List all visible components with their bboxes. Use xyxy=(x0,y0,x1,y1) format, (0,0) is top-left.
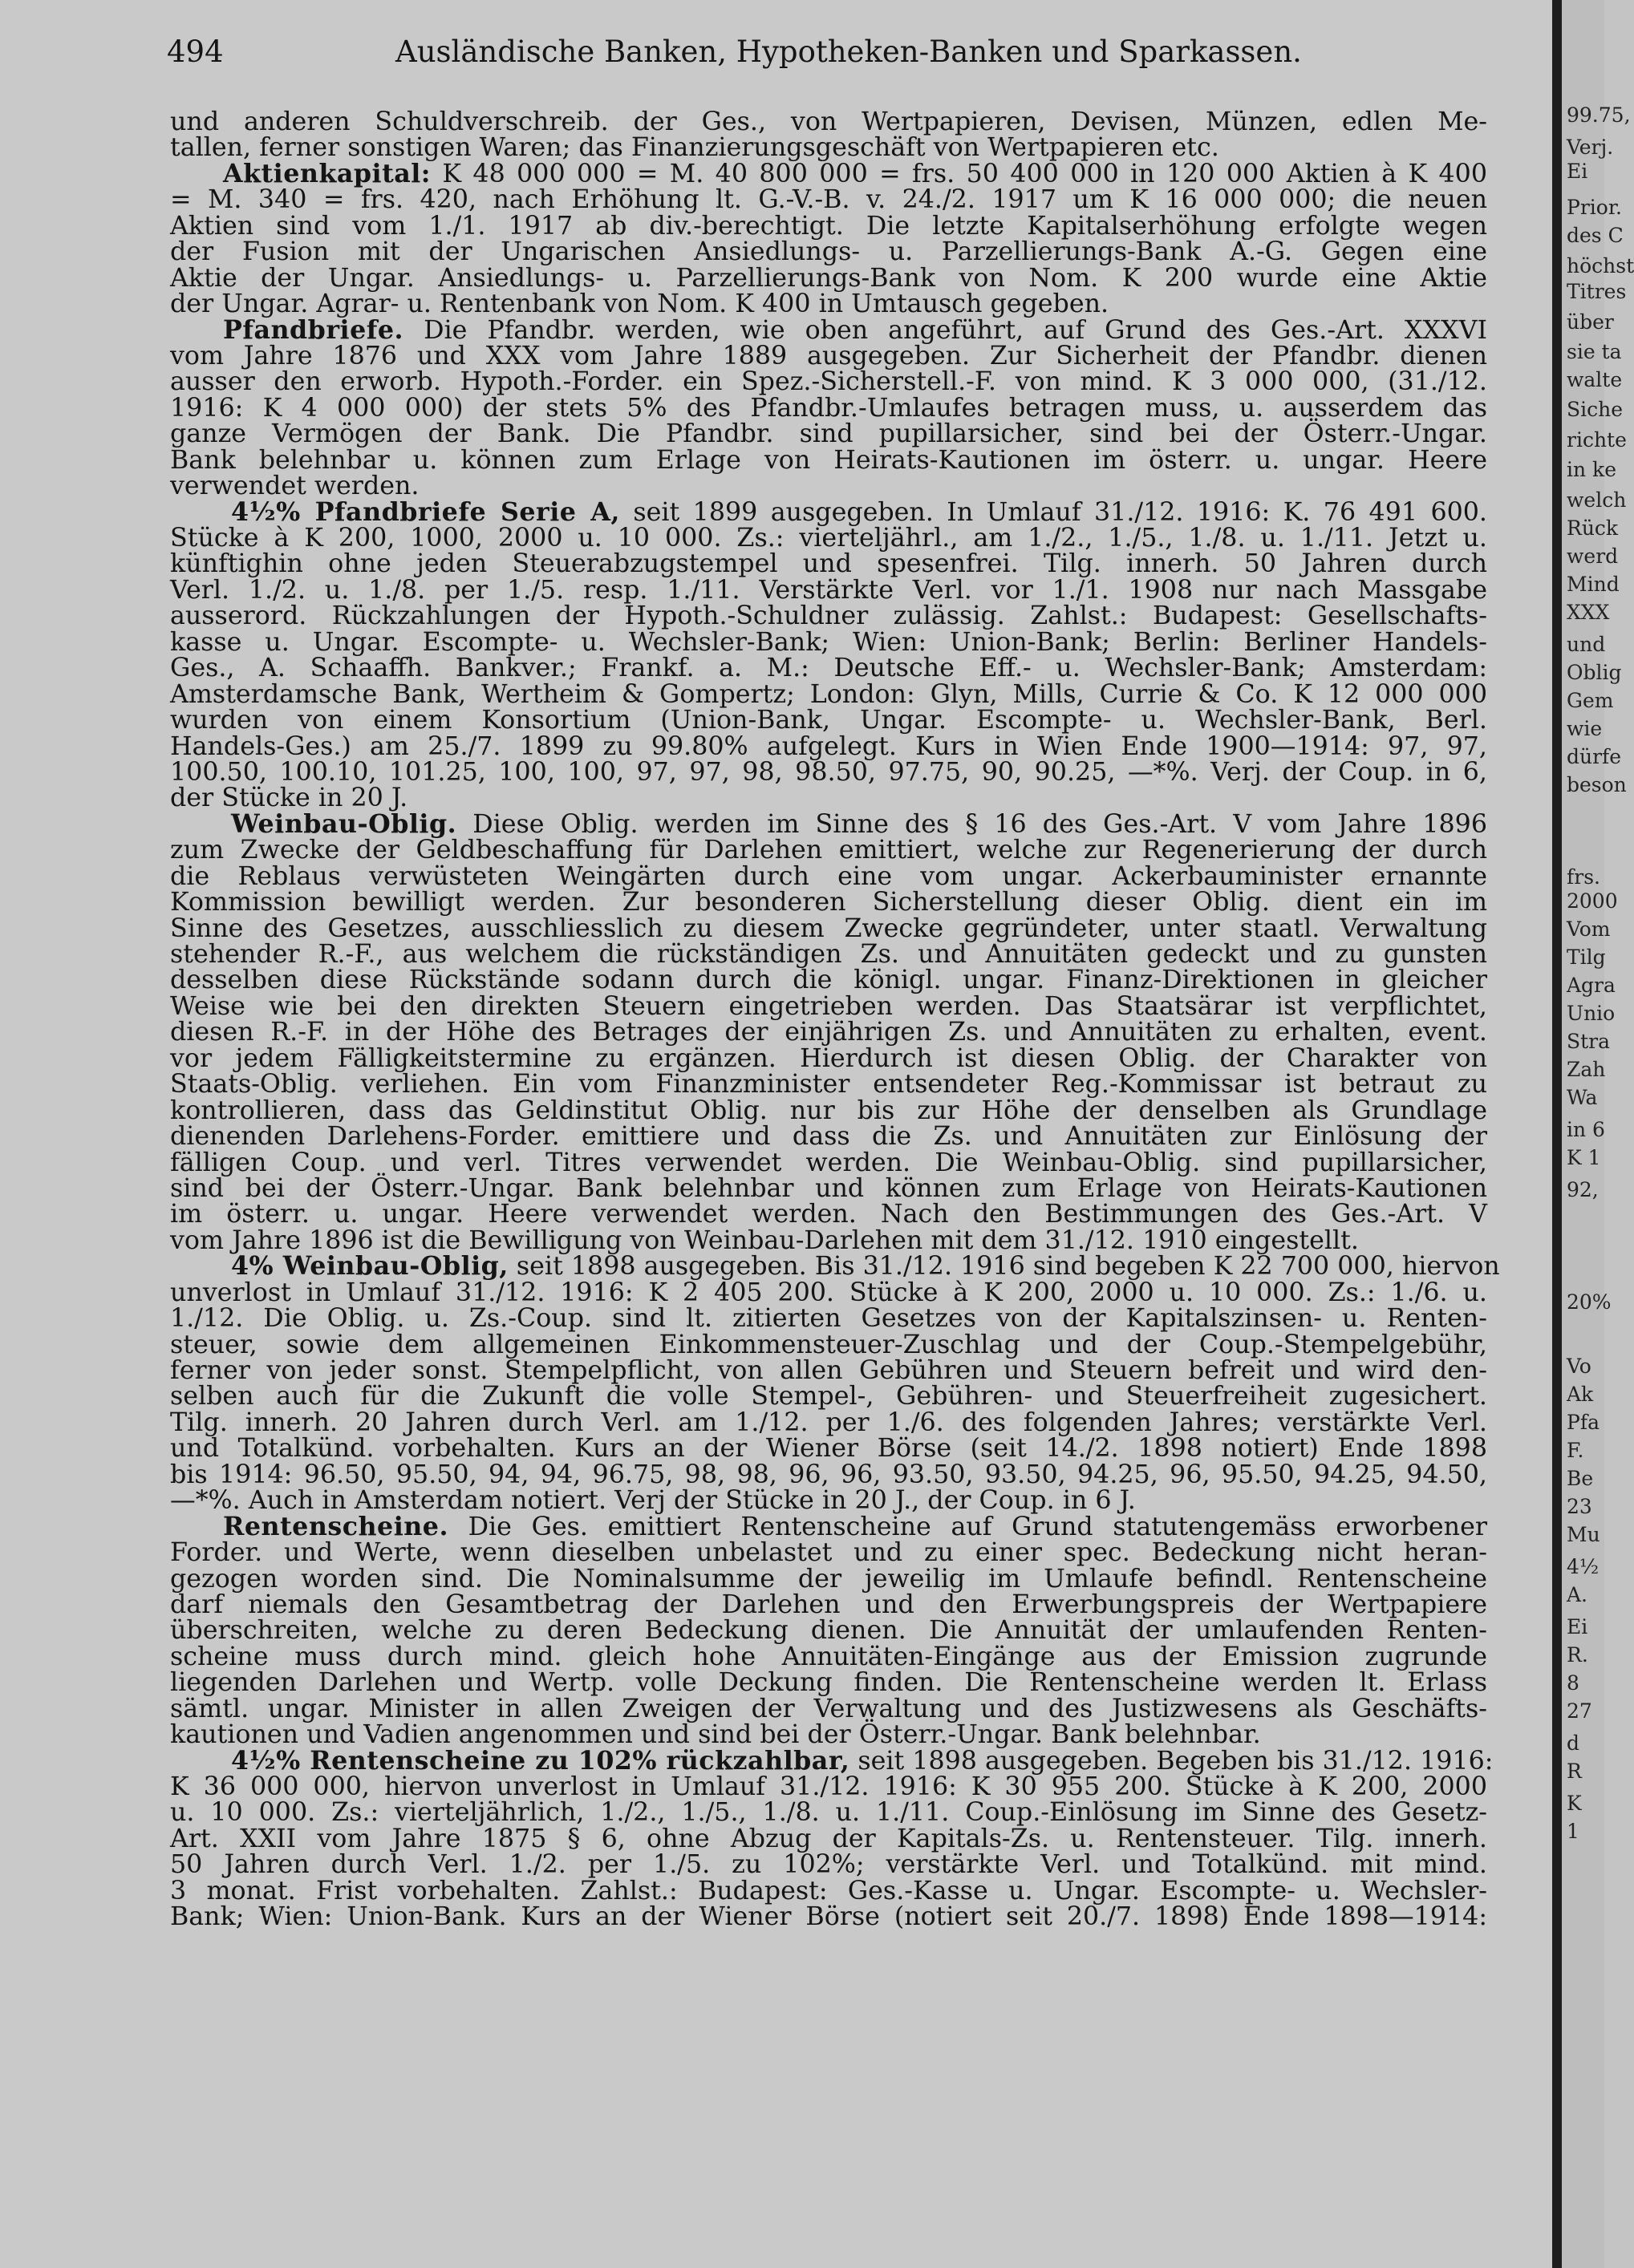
text-line: Sinne des Gesetzes, ausschliesslich zu diesem Zwecke gegründeter, unter staatl. Verwaltung xyxy=(170,913,1487,943)
adjacent-page-fragment: Pfa xyxy=(1567,1411,1600,1434)
text-line: ausser den erworb. Hypoth.-Forder. ein Spez.-Sicherstell.-F. von mind. K 3 000 000, (31./12. xyxy=(170,367,1487,397)
adjacent-page-fragment: 8 xyxy=(1567,1671,1579,1695)
text-line: Tilg. innerh. 20 Jahren durch Verl. am 1./12. per 1./6. des folgenden Jahres; verstärkte Verl. xyxy=(170,1407,1487,1437)
adjacent-page-fragment: Tilg xyxy=(1567,946,1606,969)
text-line: der Ungar. Agrar- u. Rentenbank von Nom. K 400 in Umtausch gegeben. xyxy=(170,290,1109,319)
text-line: wurden von einem Konsortium (Union-Bank, Ungar. Escompte- u. Wechsler-Bank, Berl. xyxy=(170,706,1487,735)
text-line: —*%. Auch in Amsterdam notiert. Verj der Stücke in 20 J., der Coup. in 6 J. xyxy=(170,1486,1136,1516)
section-heading: Pfandbriefe. xyxy=(223,314,404,345)
section-heading: 4½% Rentenscheine zu 102% rückzahlbar, xyxy=(231,1745,850,1776)
adjacent-page-fragment: dürfe xyxy=(1567,745,1622,768)
text-line: 4½% Rentenscheine zu 102% rückzahlbar, seit 1898 ausgegeben. Begeben bis 31./12. 1916: xyxy=(231,1745,1494,1776)
text-line: Aktie der Ungar. Ansiedlungs- u. Parzellierungs-Bank von Nom. K 200 wurde eine Aktie xyxy=(170,263,1487,293)
text-line: K 36 000 000, hiervon unverlost in Umlauf 31./12. 1916: K 30 955 200. Stücke à K 200, 2000 xyxy=(170,1772,1487,1801)
text-line: künftighin ohne jeden Steuerabzugstempel und spesenfrei. Tilg. innerh. 50 Jahren durch xyxy=(170,549,1487,579)
text-line: 50 Jahren durch Verl. 1./2. per 1./5. zu 102%; verstärkte Verl. und Totalkünd. mit mind. xyxy=(170,1850,1487,1880)
adjacent-page-fragment: Rück xyxy=(1567,516,1619,540)
adjacent-page-fragment: Vom xyxy=(1567,917,1611,941)
paragraph-rentenscheine-102 xyxy=(170,1745,1494,1932)
text-line: desselben diese Rückstände sodann durch die königl. ungar. Finanz-Direktionen in gleicher xyxy=(170,966,1487,995)
adjacent-page-fragment: des C xyxy=(1567,224,1624,247)
text-line: Bank belehnbar u. können zum Erlage von Heirats-Kautionen im österr. u. ungar. Heere xyxy=(170,445,1487,475)
text-line: ferner von jeder sonst. Stempelpflicht, von allen Gebühren und Steuern befreit und wird den- xyxy=(170,1356,1487,1385)
adjacent-page-fragment: 27 xyxy=(1567,1699,1592,1723)
adjacent-page-fragment: Ei xyxy=(1567,160,1588,183)
text-line: vom Jahre 1896 ist die Bewilligung von Weinbau-Darlehen mit dem 31./12. 1910 eingestellt. xyxy=(170,1225,1359,1255)
text-line: die Reblaus verwüsteten Weingärten durch eine vom ungar. Ackerbauminister ernannte xyxy=(170,861,1487,891)
page-number: 494 xyxy=(167,34,224,69)
text-line: 4½% Pfandbriefe Serie A, seit 1899 ausgegeben. In Umlauf 31./12. 1916: K. 76 491 600. xyxy=(231,496,1487,527)
adjacent-page-fragment: in ke xyxy=(1567,458,1616,481)
text-line: steuer, sowie dem allgemeinen Einkommensteuer-Zuschlag und der Coup.-Stempelgebühr, xyxy=(170,1330,1487,1359)
adjacent-page-fragment: Be xyxy=(1567,1467,1594,1490)
text-line: der Fusion mit der Ungarischen Ansiedlungs- u. Parzellierungs-Bank A.-G. Gegen eine xyxy=(170,237,1487,267)
adjacent-page-fragment: Zah xyxy=(1567,1058,1606,1081)
adjacent-page-fragment: werd xyxy=(1567,545,1619,568)
text-line: und anderen Schuldverschreib. der Ges., von Wertpapieren, Devisen, Münzen, edlen Me- xyxy=(170,107,1487,136)
text-line: scheine muss durch mind. gleich hohe Annuitäten-Eingänge aus der Emission zugrunde xyxy=(170,1642,1487,1671)
adjacent-page-fragment: welch xyxy=(1567,488,1627,512)
adjacent-page-fragment: XXX xyxy=(1567,601,1610,624)
adjacent-page-fragment: 20% xyxy=(1567,1290,1612,1314)
text-line: Aktienkapital: K 48 000 000 = M. 40 800 000 = frs. 50 400 000 in 120 000 Aktien à K 400 xyxy=(223,158,1487,188)
text-line: 1916: K 4 000 000) der stets 5% des Pfandbr.-Umlaufes betragen muss, u. ausserdem das xyxy=(170,393,1487,423)
section-heading: 4% Weinbau-Oblig, xyxy=(231,1251,509,1282)
adjacent-page-fragment: und xyxy=(1567,633,1606,656)
adjacent-page-fragment: frs. xyxy=(1567,865,1600,889)
adjacent-page-fragment: 4½ xyxy=(1567,1555,1600,1578)
page-header xyxy=(167,32,1482,72)
adjacent-page-fragment: Titres xyxy=(1567,280,1627,303)
text-line: vom Jahre 1876 und XXX vom Jahre 1889 ausgegeben. Zur Sicherheit der Pfandbr. dienen xyxy=(170,341,1487,371)
text-line: sämtl. ungar. Minister in allen Zweigen der Verwaltung und des Justizwesens als Geschäfts- xyxy=(170,1694,1487,1723)
adjacent-page-fragment: walte xyxy=(1567,368,1623,391)
text-line: diesen R.-F. in der Höhe des Betrages der einjährigen Zs. und Annuitäten zu erhalten, event. xyxy=(170,1018,1487,1047)
text-line: Staats-Oblig. verliehen. Ein vom Finanzminister entsendeter Reg.-Kommissar ist betraut zu xyxy=(170,1070,1487,1100)
adjacent-page-fragment: Siche xyxy=(1567,398,1624,421)
text-line: Kommission bewilligt werden. Zur besonderen Sicherstellung dieser Oblig. dient ein im xyxy=(170,888,1487,917)
adjacent-page-fragment: Prior. xyxy=(1567,196,1622,219)
adjacent-page-fragment: Unio xyxy=(1567,1002,1616,1025)
adjacent-page-fragment: Mind xyxy=(1567,573,1620,596)
page-gutter-shadow xyxy=(1552,0,1562,2268)
text-line: unverlost in Umlauf 31./12. 1916: K 2 405 200. Stücke à K 200, 2000 u. 10 000. Zs.: 1./6. u. xyxy=(170,1278,1487,1307)
text-line: Handels-Ges.) am 25./7. 1899 zu 99.80% aufgelegt. Kurs in Wien Ende 1900—1914: 97, 97, xyxy=(170,731,1487,761)
adjacent-page-fragment: wie xyxy=(1567,717,1603,740)
paragraph-weinbau-oblig-4 xyxy=(170,1251,1500,1516)
text-line: Art. XXII vom Jahre 1875 § 6, ohne Abzug der Kapitals-Zs. u. Rentensteuer. Tilg. innerh. xyxy=(170,1824,1487,1853)
text-line: stehender R.-F., aus welchem die rückständigen Zs. und Annuitäten gedeckt und zu gunsten xyxy=(170,940,1487,969)
adjacent-page-fragment: Agra xyxy=(1567,974,1616,997)
text-line: tallen, ferner sonstigen Waren; das Finanzierungsgeschäft von Wertpapieren etc. xyxy=(170,133,1219,163)
adjacent-page-fragment: d xyxy=(1567,1731,1580,1755)
adjacent-page-fragment: F. xyxy=(1567,1439,1584,1462)
adjacent-page-fragment: Verj. xyxy=(1567,136,1614,159)
text-line: gezogen worden sind. Die Nominalsumme der jeweilig im Umlaufe befindl. Rentenscheine xyxy=(170,1564,1487,1594)
section-heading: 4½% Pfandbriefe Serie A, xyxy=(231,496,620,527)
text-line: und Totalkünd. vorbehalten. Kurs an der Wiener Börse (seit 14./2. 1898 notiert) Ende 1898 xyxy=(170,1434,1487,1464)
paragraph-pfandbriefe-serie-a xyxy=(170,496,1487,813)
adjacent-page-fragment: Oblig xyxy=(1567,661,1622,684)
adjacent-page-fragment: A. xyxy=(1567,1583,1588,1606)
paragraph-weinbau-oblig xyxy=(170,808,1487,1255)
adjacent-page-fragment: 92, xyxy=(1567,1178,1599,1201)
text-line: 3 monat. Frist vorbehalten. Zahlst.: Budapest: Ges.-Kasse u. Ungar. Escompte- u. Wechsler- xyxy=(170,1876,1487,1906)
adjacent-page-fragment: 23 xyxy=(1567,1495,1592,1518)
adjacent-page-fragment: 1 xyxy=(1567,1820,1579,1843)
adjacent-page-fragment: 2000 xyxy=(1567,889,1618,913)
adjacent-page-fragment: Stra xyxy=(1567,1030,1611,1053)
text-line: 1./12. Die Oblig. u. Zs.-Coup. sind lt. zitierten Gesetzes von der Kapitalszinsen- u. Renten- xyxy=(170,1304,1487,1334)
text-line: Weinbau-Oblig. Diese Oblig. werden im Sinne des § 16 des Ges.-Art. V vom Jahre 1896 xyxy=(231,808,1487,839)
text-line: der Stücke in 20 J. xyxy=(170,784,408,813)
adjacent-page-fragment: R xyxy=(1567,1760,1582,1783)
text-line: Amsterdamsche Bank, Wertheim & Gompertz; London: Glyn, Mills, Currie & Co. K 12 000 000 xyxy=(170,679,1487,709)
paragraph-pfandbriefe xyxy=(170,314,1487,501)
text-line: verwendet werden. xyxy=(170,472,420,501)
adjacent-page-fragment: Wa xyxy=(1567,1086,1598,1109)
section-heading: Rentenscheine. xyxy=(223,1511,448,1541)
text-line: Rentenscheine. Die Ges. emittiert Rentenscheine auf Grund statutengemäss erworbener xyxy=(223,1511,1487,1541)
text-line: 4% Weinbau-Oblig, seit 1898 ausgegeben. Bis 31./12. 1916 sind begeben K 22 700 000, hiervon xyxy=(231,1251,1500,1282)
text-line: im österr. u. ungar. Heere verwendet werden. Nach den Bestimmungen des Ges.-Art. V xyxy=(170,1200,1487,1229)
adjacent-page-fragment: Gem xyxy=(1567,689,1614,712)
text-line: Forder. und Werte, wenn dieselben unbelastet und zu einer spec. Bedeckung nicht heran- xyxy=(170,1538,1487,1568)
text-line: überschreiten, welche zu deren Bedeckung dienen. Die Annuität der umlaufenden Renten- xyxy=(170,1616,1487,1646)
text-line: = M. 340 = frs. 420, nach Erhöhung lt. G.-V.-B. v. 24./2. 1917 um K 16 000 000; die neuen xyxy=(170,185,1487,215)
text-line: liegenden Darlehen und Wertp. volle Deckung finden. Die Rentenscheine werden lt. Erlass xyxy=(170,1668,1487,1698)
adjacent-page-fragment: K 1 xyxy=(1567,1146,1601,1169)
adjacent-page-fragment: über xyxy=(1567,310,1614,334)
text-line: darf niemals den Gesamtbetrag der Darlehen und den Erwerbungspreis der Wertpapiere xyxy=(170,1590,1487,1619)
text-line: u. 10 000. Zs.: vierteljährlich, 1./2., 1./5., 1./8. u. 1./11. Coup.-Einlösung im Sinne des Gesetz- xyxy=(170,1798,1487,1828)
text-line: vor jedem Fälligkeitstermine zu ergänzen. Hierdurch ist diesen Oblig. der Charakter von xyxy=(170,1043,1487,1073)
text-line: Weise wie bei den direkten Steuern eingetrieben werden. Das Staatsärar ist verpflichtet, xyxy=(170,991,1487,1021)
adjacent-page-fragment: Ak xyxy=(1567,1383,1594,1406)
adjacent-page-fragment: 99.75, xyxy=(1567,103,1631,127)
adjacent-page-fragment: höchst xyxy=(1567,254,1634,277)
adjacent-page-edge xyxy=(1562,0,1634,2268)
text-line: Verl. 1./2. u. 1./8. per 1./5. resp. 1./11. Verstärkte Verl. vor 1./1. 1908 nur nach Massgabe xyxy=(170,575,1487,605)
text-line: selben auch für die Zukunft die volle Stempel-, Gebühren- und Steuerfreiheit zugesichert. xyxy=(170,1382,1487,1411)
text-line: kasse u. Ungar. Escompte- u. Wechsler-Bank; Wien: Union-Bank; Berlin: Berliner Handels- xyxy=(170,627,1487,657)
text-line: dienenden Darlehens-Forder. emittiere und dass die Zs. und Annuitäten zur Einlösung der xyxy=(170,1122,1487,1152)
text-line: zum Zwecke der Geldbeschaffung für Darlehen emittiert, welche zur Regenerierung der durch xyxy=(170,836,1487,865)
adjacent-page-fragment: sie ta xyxy=(1567,340,1622,363)
text-line: ganze Vermögen der Bank. Die Pfandbr. sind pupillarsicher, sind bei der Österr.-Ungar. xyxy=(170,419,1487,449)
adjacent-page-fragment: Mu xyxy=(1567,1523,1600,1546)
text-line: Bank; Wien: Union-Bank. Kurs an der Wiener Börse (notiert seit 20./7. 1898) Ende 1898—1914: xyxy=(170,1902,1487,1932)
adjacent-page-fragment: K xyxy=(1567,1792,1582,1815)
adjacent-page-fragment: in 6 xyxy=(1567,1118,1605,1141)
paragraph-aktienkapital xyxy=(170,158,1487,319)
paragraph-rentenscheine xyxy=(170,1511,1487,1750)
text-line: kontrollieren, dass das Geldinstitut Oblig. nur bis zur Höhe der denselben als Grundlage xyxy=(170,1096,1487,1125)
text-line: 100.50, 100.10, 101.25, 100, 100, 97, 97, 98, 98.50, 97.75, 90, 90.25, —*%. Verj. der Coup. in 6, xyxy=(170,757,1487,787)
adjacent-page-fragment: richte xyxy=(1567,428,1627,452)
text-line: Aktien sind vom 1./1. 1917 ab div.-berechtigt. Die letzte Kapitalserhöhung erfolgte wegen xyxy=(170,211,1487,241)
adjacent-page-fragment: Vo xyxy=(1567,1355,1591,1378)
text-line: bis 1914: 96.50, 95.50, 94, 94, 96.75, 98, 98, 96, 96, 93.50, 93.50, 94.25, 96, 95.50, 94.25, 94.50, xyxy=(170,1460,1487,1489)
running-title: Ausländische Banken, Hypotheken-Banken und Sparkassen. xyxy=(395,34,1302,69)
adjacent-page-fragment: R. xyxy=(1567,1643,1588,1667)
section-heading: Aktienkapital: xyxy=(223,158,431,188)
text-line: Stücke à K 200, 1000, 2000 u. 10 000. Zs.: vierteljährl., am 1./2., 1./5., 1./8. u. 1./11. Jetzt u. xyxy=(170,524,1487,553)
text-line: Ges., A. Schaaffh. Bankver.; Frankf. a. M.: Deutsche Eff.- u. Wechsler-Bank; Amsterdam: xyxy=(170,654,1487,683)
adjacent-page-fragment: Ei xyxy=(1567,1615,1588,1638)
text-line: kautionen und Vadien angenommen und sind bei der Österr.-Ungar. Bank belehnbar. xyxy=(170,1720,1261,1750)
text-line: fälligen Coup. und verl. Titres verwendet werden. Die Weinbau-Oblig. sind pupillarsicher, xyxy=(170,1148,1487,1177)
text-line: ausserord. Rückzahlungen der Hypoth.-Schuldner zulässig. Zahlst.: Budapest: Gesellschafts- xyxy=(170,601,1487,631)
text-line: Pfandbriefe. Die Pfandbr. werden, wie oben angeführt, auf Grund des Ges.-Art. XXXVI xyxy=(223,314,1487,345)
adjacent-page-fragment: beson xyxy=(1567,773,1627,796)
section-heading: Weinbau-Oblig. xyxy=(231,808,457,839)
paragraph-business-continuation xyxy=(170,109,1487,161)
document-body xyxy=(170,107,1500,1932)
text-line: sind bei der Österr.-Ungar. Bank belehnbar und können zum Erlage von Heirats-Kautionen xyxy=(170,1173,1487,1203)
